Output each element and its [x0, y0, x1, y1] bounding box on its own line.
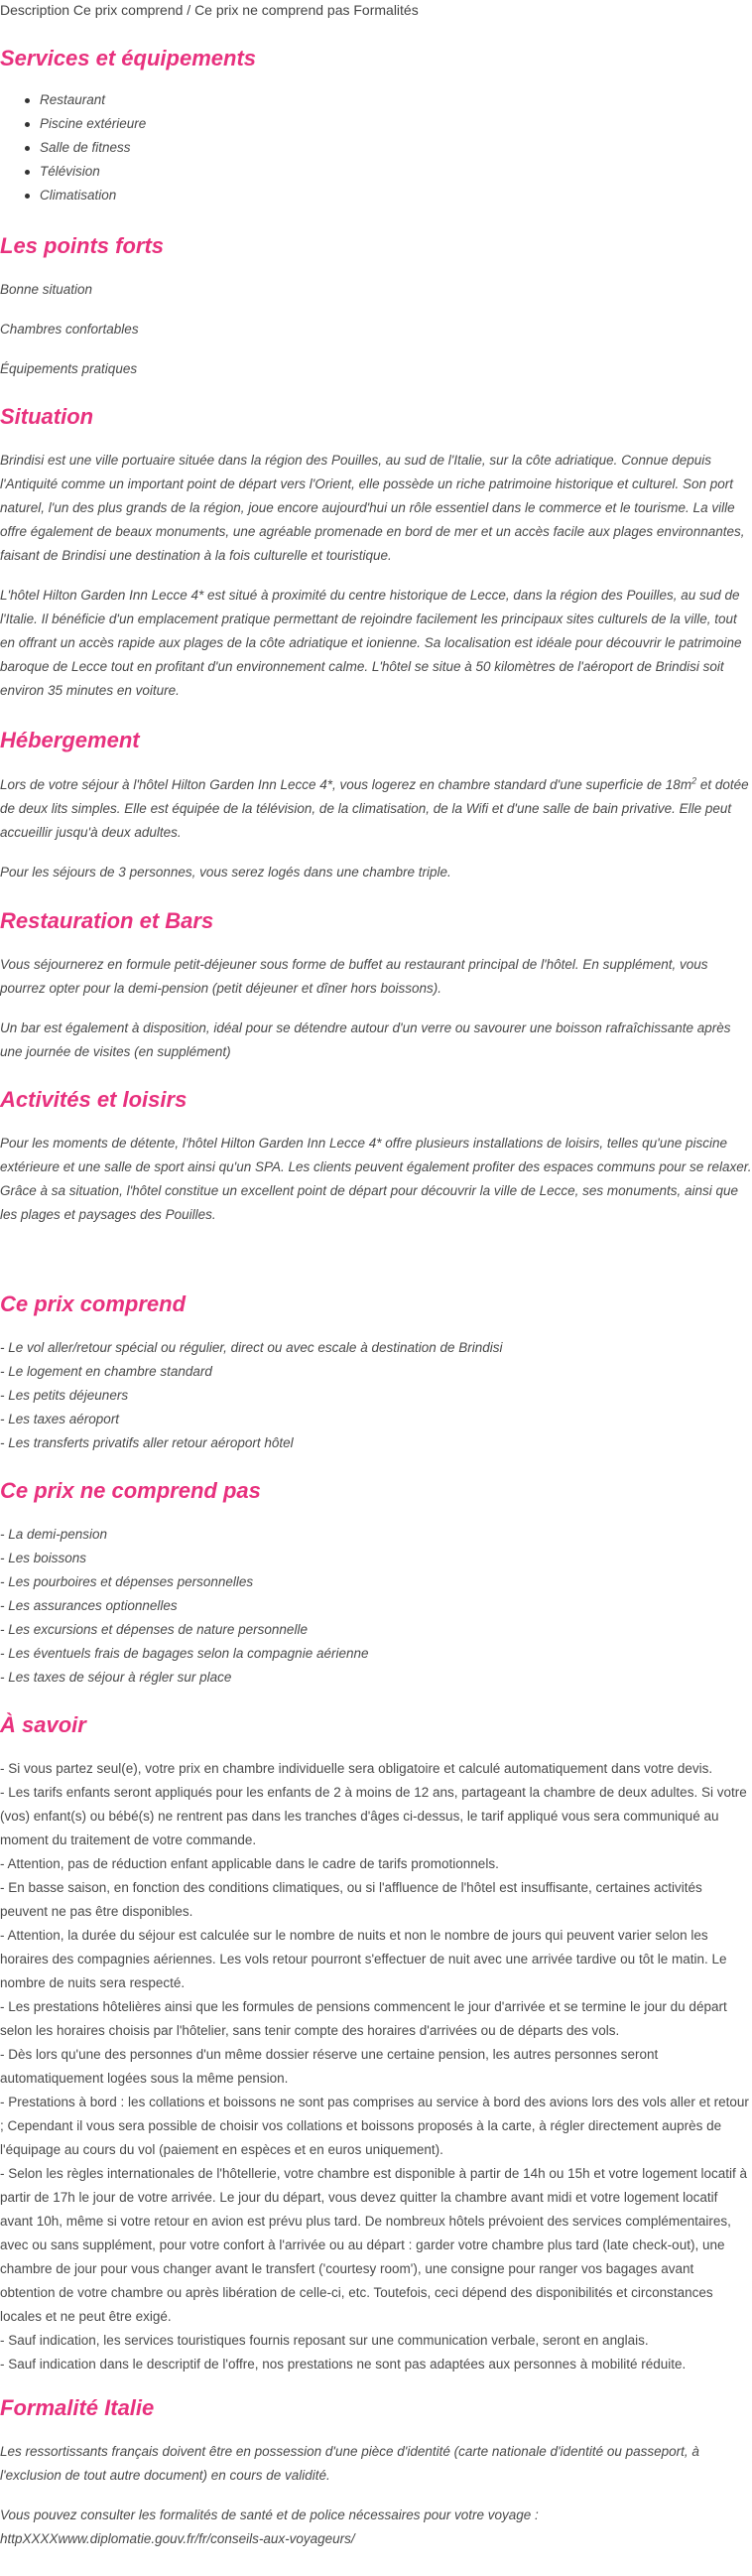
list-item: - Prestations à bord : les collations et boissons ne sont pas comprises au service à bord des avions lors des vols aller et retour ; Cependant il vous sera possible de choisir vos collations et boissons proposés à la carte, à régler directement auprès de l'équipage au cours du vol (paiement en espèces et en euros uniquement). [0, 2095, 749, 2157]
diplomatie-link[interactable]: httpXXXXwww.diplomatie.gouv.fr/fr/conseils-aux-voyageurs/ [0, 2531, 355, 2546]
list-item: - Le vol aller/retour spécial ou régulier, direct ou avec escale à destination de Brindisi [0, 1340, 503, 1355]
list-item: - Les assurances optionnelles [0, 1598, 178, 1613]
list-item: Piscine extérieure [0, 112, 146, 136]
ne-comprend-title: Ce prix ne comprend pas [0, 1478, 261, 1503]
formalite-paragraph: Les ressortissants français doivent être en possession d'une pièce d'identité (carte nationale d'identité ou passeport, à l'exclusion de tout autre document) en cours de validité. [0, 2444, 699, 2483]
list-item: - Sauf indication, les services touristiques fournis reposant sur une communication verbale, seront en anglais. [0, 2333, 649, 2348]
tab-bar[interactable]: Description Ce prix comprend / Ce prix ne comprend pas Formalités [0, 2, 419, 18]
list-item: Climatisation [0, 184, 146, 207]
point-fort-item: Chambres confortables [0, 322, 139, 337]
list-item: - Attention, pas de réduction enfant applicable dans le cadre de tarifs promotionnels. [0, 1856, 499, 1871]
list-item: - Dès lors qu'une des personnes d'un même dossier réserve une certaine pension, les autres personnes seront automatiquement logées sous la même pension. [0, 2047, 659, 2086]
point-fort-item: Équipements pratiques [0, 361, 138, 376]
list-item: Salle de fitness [0, 136, 146, 160]
bullet-icon [25, 146, 30, 151]
hebergement-triple-paragraph: Pour les séjours de 3 personnes, vous serez logés dans une chambre triple. [0, 865, 451, 880]
list-item: - Les petits déjeuners [0, 1388, 129, 1403]
services-list [0, 88, 146, 207]
list-item: - Les éventuels frais de bagages selon la compagnie aérienne [0, 1646, 369, 1661]
comprend-list [0, 1336, 752, 1455]
point-fort-item: Bonne situation [0, 282, 93, 297]
list-item: - Les tarifs enfants seront appliqués pour les enfants de 2 à moins de 12 ans, partageant la chambre de deux adultes. Si votre (vos) enfant(s) ou bébé(s) ne rentrent pas dans les tranches d'âges ci-dessus, le tarif appliqué vous sera communiqué au moment du traitement de votre commande. [0, 1785, 747, 1847]
list-item: - La demi-pension [0, 1527, 108, 1542]
hebergement-paragraph: Lors de votre séjour à l'hôtel Hilton Garden Inn Lecce 4*, vous logerez en chambre standard d'une superficie de $18m^2$ et dotée de deux lits simples. Elle est équipée de la télévision, de la climatisation, de la Wifi et d'une salle de bain privative. Elle peut accueillir jusqu'à deux adultes. [0, 775, 749, 840]
restauration-paragraph: Vous séjournerez en formule petit-déjeuner sous forme de buffet au restaurant principal de l'hôtel. En supplément, vous pourrez opter pour la demi-pension (petit déjeuner et dîner hors boissons). [0, 957, 708, 996]
bullet-icon [25, 170, 30, 175]
list-item: Télévision [0, 160, 146, 184]
hebergement-title: Hébergement [0, 728, 140, 752]
situation-hotel-paragraph: L'hôtel Hilton Garden Inn Lecce 4* est situé à proximité du centre historique de Lecce, dans la région des Pouilles, au sud de l'Italie. Il bénéficie d'un emplacement pratique permettant de rejoindre facilement les principaux sites culturels de la ville, tout en offrant un accès rapide aux plages de la côte adriatique et ionienne. Sa localisation est idéale pour découvrir le patrimoine baroque de Lecce tout en profitant d'un environnement calme. L'hôtel se situe à 50 kilomètres de l'aéroport de Brindisi soit environ 35 minutes en voiture. [0, 588, 742, 698]
list-item: - Selon les règles internationales de l'hôtellerie, votre chambre est disponible à partir de 14h ou 15h et votre logement locatif à partir de 17h le jour de votre arrivée. Le jour du départ, vous devez quitter la chambre avant midi et votre logement locatif avant 10h, même si votre retour en avion est prévu plus tard. De nombreux hôtels prévoient des services complémentaires, avec ou sans supplément, pour votre confort à l'arrivée ou au départ : garder votre chambre plus tard (late check-out), une chambre de jour pour vous changer avant le transfert ('courtesy room'), une consigne pour ranger vos bagages avant obtention de votre chambre ou après libération de celle-ci, etc. Toutefois, ceci dépend des disponibilités et circonstances locales et ne peut être exigé. [0, 2166, 748, 2324]
services-title: Services et équipements [0, 46, 257, 70]
list-item: - Le logement en chambre standard [0, 1364, 212, 1379]
activites-paragraph: Pour les moments de détente, l'hôtel Hilton Garden Inn Lecce 4* offre plusieurs installations de loisirs, telles qu'une piscine extérieure et une salle de sport ainsi qu'un SPA. Les clients peuvent également profiter des espaces communs pour se relaxer. Grâce à sa situation, l'hôtel constitue un excellent point de départ pour découvrir la ville de Lecce, ses monuments, ainsi que les plages et paysages des Pouilles. [0, 1136, 752, 1222]
list-item: - Sauf indication dans le descriptif de l'offre, nos prestations ne sont pas adaptées aux personnes à mobilité réduite. [0, 2357, 687, 2372]
list-item: - Attention, la durée du séjour est calculée sur le nombre de nuits et non le nombre de jours qui peuvent varier selon les horaires des compagnies aériennes. Les vols retour pourront s'effectuer de nuit avec une arrivée tardive ou tôt le matin. Le nombre de nuits sera respecté. [0, 1928, 727, 1990]
formalite-consult-paragraph: Vous pouvez consulter les formalités de santé et de police nécessaires pour votre voyage : httpXXXXwww.diplomatie.gouv.fr/fr/conseils-aux-voyageurs/ [0, 2508, 539, 2546]
formalite-title: Formalité Italie [0, 2395, 155, 2420]
list-item: - Les boissons [0, 1551, 87, 1565]
list-item: - Les transferts privatifs aller retour aéroport hôtel [0, 1435, 294, 1450]
restauration-title: Restauration et Bars [0, 908, 214, 933]
comprend-title: Ce prix comprend [0, 1291, 187, 1316]
situation-title: Situation [0, 404, 94, 429]
list-item: - Les pourboires et dépenses personnelles [0, 1574, 254, 1589]
list-item: - En basse saison, en fonction des conditions climatiques, ou si l'affluence de l'hôtel est insuffisante, certaines activités peuvent ne pas être disponibles. [0, 1880, 702, 1919]
list-item: - Les excursions et dépenses de nature personnelle [0, 1622, 308, 1637]
bullet-icon [25, 98, 30, 103]
list-item: - Si vous partez seul(e), votre prix en chambre individuelle sera obligatoire et calculé automatiquement dans votre devis. [0, 1761, 713, 1776]
bar-paragraph: Un bar est également à disposition, idéal pour se détendre autour d'un verre ou savourer une boisson rafraîchissante après une journée de visites (en supplément) [0, 1020, 731, 1059]
list-item: - Les prestations hôtelières ainsi que les formules de pensions commencent le jour d'arrivée et se termine le jour du départ selon les horaires choisis par l'hôtelier, sans tenir compte des horaires d'arrivées ou de départs des vols. [0, 1999, 727, 2038]
list-item: - Les taxes aéroport [0, 1412, 120, 1426]
list-item: - Les taxes de séjour à régler sur place [0, 1670, 232, 1685]
a-savoir-title: À savoir [0, 1712, 86, 1737]
points-forts-title: Les points forts [0, 233, 165, 258]
situation-paragraph: Brindisi est une ville portuaire située dans la région des Pouilles, au sud de l'Italie, sur la côte adriatique. Connue depuis l'Antiquité comme un important point de départ vers l'Orient, elle possède un riche patrimoine historique et culturel. Son port naturel, l'un des plus grands de la région, joue encore aujourd'hui un rôle essentiel dans le commerce et le tourisme. La ville offre également de beaux monuments, une agréable promenade en bord de mer et un accès facile aux plages environnantes, faisant de Brindisi une destination à la fois culturelle et touristique. [0, 453, 745, 563]
ne-comprend-list [0, 1523, 752, 1690]
list-item: Restaurant [0, 88, 146, 112]
bullet-icon [25, 122, 30, 127]
activites-title: Activités et loisirs [0, 1087, 188, 1112]
a-savoir-list [0, 1757, 752, 2376]
bullet-icon [25, 194, 30, 199]
